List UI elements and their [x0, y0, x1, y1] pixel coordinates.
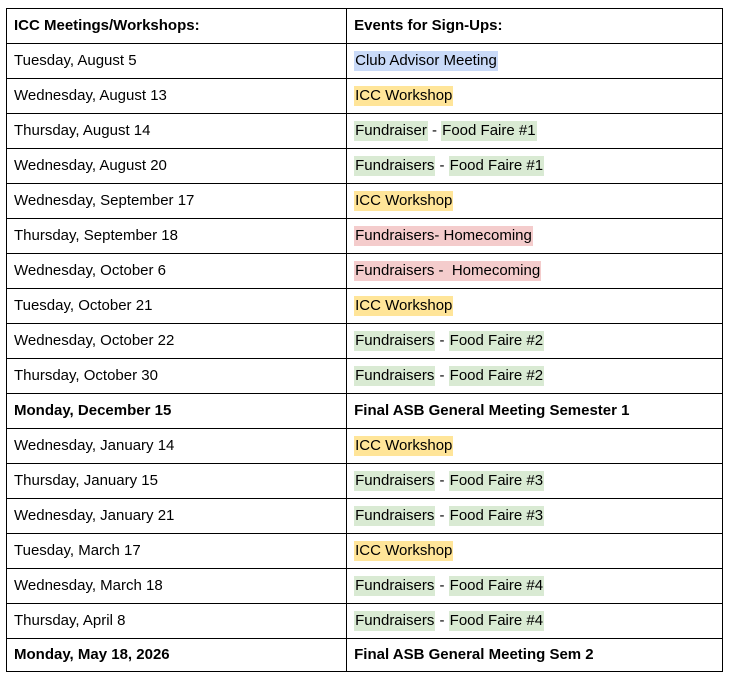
table-row [7, 79, 723, 114]
table-row [7, 604, 723, 639]
date-cell: Wednesday, January 14 [7, 429, 347, 464]
date-cell: Monday, December 15 [7, 394, 347, 429]
event-label: ICC Workshop [355, 192, 453, 209]
date-cell: Thursday, August 14 [7, 114, 347, 149]
event-cell [347, 324, 723, 359]
date-cell: Wednesday, August 20 [7, 149, 347, 184]
event-cell: Final ASB General Meeting Sem 2 [347, 639, 723, 672]
event-separator: - [435, 367, 449, 384]
table-row [7, 534, 723, 569]
date-cell: Tuesday, August 5 [7, 44, 347, 79]
event-cell [347, 604, 723, 639]
event-label: Fundraisers [355, 507, 435, 524]
event-cell [347, 429, 723, 464]
date-cell: Wednesday, March 18 [7, 569, 347, 604]
date-cell: Wednesday, January 21 [7, 499, 347, 534]
event-sublabel: Food Faire #4 [449, 577, 544, 594]
event-sublabel: Food Faire #2 [449, 332, 544, 349]
event-cell: Final ASB General Meeting Semester 1 [347, 394, 723, 429]
event-sublabel: Food Faire #2 [449, 367, 544, 384]
event-cell [347, 114, 723, 149]
meetings-header: ICC Meetings/Workshops: [7, 9, 347, 44]
event-separator: - [435, 157, 449, 174]
event-label: Fundraisers [355, 157, 435, 174]
table-row [7, 359, 723, 394]
event-label: Fundraisers [355, 612, 435, 629]
table-row [7, 324, 723, 359]
event-label: Fundraisers [355, 367, 435, 384]
event-sublabel: Food Faire #3 [449, 507, 544, 524]
header-row [7, 9, 723, 44]
event-cell [347, 359, 723, 394]
date-cell: Wednesday, October 6 [7, 254, 347, 289]
date-cell: Thursday, January 15 [7, 464, 347, 499]
table-row [7, 394, 723, 429]
event-cell [347, 44, 723, 79]
event-label: Fundraisers [355, 577, 435, 594]
date-cell: Thursday, April 8 [7, 604, 347, 639]
date-cell: Thursday, October 30 [7, 359, 347, 394]
event-label: Fundraisers - Homecoming [355, 262, 541, 279]
event-label: Fundraiser [355, 122, 427, 139]
table-row [7, 44, 723, 79]
event-sublabel: Food Faire #1 [449, 157, 544, 174]
event-cell [347, 79, 723, 114]
table-row [7, 639, 723, 672]
schedule-table [6, 8, 723, 672]
event-separator: - [435, 577, 449, 594]
event-cell [347, 569, 723, 604]
date-cell: Thursday, September 18 [7, 219, 347, 254]
event-label: Fundraisers [355, 472, 435, 489]
event-cell [347, 289, 723, 324]
date-cell: Monday, May 18, 2026 [7, 639, 347, 672]
table-row [7, 219, 723, 254]
table-row [7, 464, 723, 499]
event-separator: - [435, 612, 449, 629]
date-cell: Tuesday, March 17 [7, 534, 347, 569]
table-row [7, 569, 723, 604]
table-row [7, 429, 723, 464]
event-label: ICC Workshop [355, 87, 453, 104]
event-cell [347, 499, 723, 534]
date-cell: Tuesday, October 21 [7, 289, 347, 324]
event-cell [347, 184, 723, 219]
table-row [7, 149, 723, 184]
event-cell [347, 534, 723, 569]
date-cell: Wednesday, August 13 [7, 79, 347, 114]
event-sublabel: Food Faire #3 [449, 472, 544, 489]
event-label: ICC Workshop [355, 297, 453, 314]
event-cell [347, 149, 723, 184]
table-row [7, 114, 723, 149]
table-row [7, 289, 723, 324]
event-separator: - [435, 472, 449, 489]
event-cell [347, 219, 723, 254]
event-separator: - [435, 332, 449, 349]
event-label: ICC Workshop [355, 542, 453, 559]
date-cell: Wednesday, October 22 [7, 324, 347, 359]
event-separator: - [427, 122, 442, 139]
table-row [7, 184, 723, 219]
event-cell [347, 464, 723, 499]
event-sublabel: Food Faire #1 [442, 122, 536, 139]
event-label: Fundraisers [355, 332, 435, 349]
date-cell: Wednesday, September 17 [7, 184, 347, 219]
event-separator: - [435, 507, 449, 524]
event-label: Club Advisor Meeting [355, 52, 497, 69]
table-row [7, 499, 723, 534]
events-header: Events for Sign-Ups: [347, 9, 723, 44]
event-sublabel: Food Faire #4 [449, 612, 544, 629]
event-label: Fundraisers- Homecoming [355, 227, 532, 244]
event-cell [347, 254, 723, 289]
table-row [7, 254, 723, 289]
event-label: ICC Workshop [355, 437, 453, 454]
